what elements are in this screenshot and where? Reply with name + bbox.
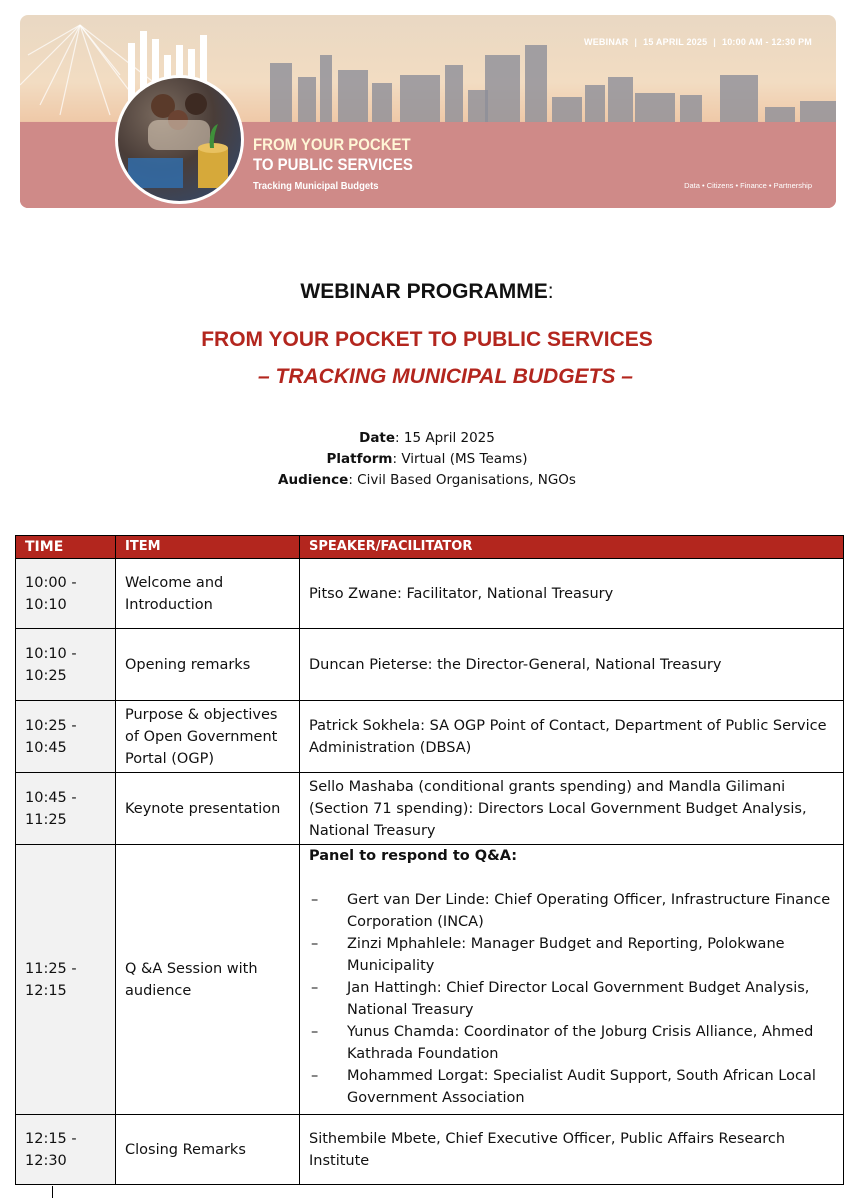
table-row	[16, 559, 844, 629]
audience-value: : Civil Based Organisations, NGOs	[348, 472, 576, 488]
panel-member: Gert van Der Linde: Chief Operating Officer, Infrastructure Finance Corporation (INCA)	[347, 892, 831, 930]
header-time: TIME	[16, 536, 116, 559]
table-row	[16, 845, 844, 1115]
audience-line	[0, 470, 854, 491]
table-row	[16, 701, 844, 773]
row-time: 10:00 - 10:10	[16, 559, 116, 629]
dash-bullet: –	[311, 1024, 319, 1040]
text-cursor	[52, 1186, 53, 1198]
row-speaker: Patrick Sokhela: SA OGP Point of Contact, Department of Public Service Administration (DBSA)	[300, 701, 844, 773]
event-subtitle: – TRACKING MUNICIPAL BUDGETS –	[258, 365, 633, 388]
banner-title-line1: FROM YOUR POCKET	[253, 135, 411, 154]
header-banner	[20, 15, 836, 208]
banner-meta-time: 10:00 AM - 12:30 PM	[722, 37, 812, 47]
row-speaker: Sithembile Mbete, Chief Executive Officer, Public Affairs Research Institute	[300, 1115, 844, 1185]
programme-table	[15, 535, 844, 1185]
row-speaker	[300, 845, 844, 1115]
banner-title	[253, 135, 413, 175]
page-title-colon: :	[547, 280, 554, 303]
panel-member: Jan Hattingh: Chief Director Local Government Budget Analysis, National Treasury	[347, 980, 810, 1018]
list-item	[309, 1065, 834, 1109]
platform-line	[0, 449, 854, 470]
dash-bullet: –	[311, 980, 319, 996]
dash-bullet: –	[311, 1068, 319, 1084]
panel-heading: Panel to respond to Q&A:	[309, 848, 518, 864]
banner-meta-date: 15 APRIL 2025	[643, 37, 708, 47]
row-time: 10:10 - 10:25	[16, 629, 116, 701]
date-line	[0, 428, 854, 449]
list-item	[309, 1021, 834, 1065]
row-item: Purpose & objectives of Open Government Portal (OGP)	[116, 701, 300, 773]
date-label: Date	[359, 430, 396, 446]
row-item: Closing Remarks	[116, 1115, 300, 1185]
banner-meta-type: WEBINAR	[584, 37, 629, 47]
row-item: Q &A Session with audience	[116, 845, 300, 1115]
table-header-row	[16, 536, 844, 559]
list-item	[309, 977, 834, 1021]
page-title	[0, 280, 854, 304]
row-speaker: Sello Mashaba (conditional grants spending) and Mandla Gilimani (Section 71 spending): Directors Local Government Budget Analysis, National Treasury	[300, 773, 844, 845]
dash-bullet: –	[311, 936, 319, 952]
row-item: Keynote presentation	[116, 773, 300, 845]
header-speaker: SPEAKER/FACILITATOR	[300, 536, 844, 559]
banner-meta: WEBINAR | 15 APRIL 2025 | 10:00 AM - 12:30 PM	[584, 37, 812, 47]
dash-bullet: –	[311, 892, 319, 908]
banner-subtitle: Tracking Municipal Budgets	[253, 180, 379, 192]
row-speaker: Duncan Pieterse: the Director-General, National Treasury	[300, 629, 844, 701]
page-title-text: WEBINAR PROGRAMME	[300, 280, 548, 303]
row-time: 10:45 - 11:25	[16, 773, 116, 845]
list-item	[309, 933, 834, 977]
platform-label: Platform	[326, 451, 393, 467]
panel-member: Mohammed Lorgat: Specialist Audit Support, South African Local Government Association	[347, 1068, 816, 1106]
row-speaker: Pitso Zwane: Facilitator, National Treasury	[300, 559, 844, 629]
row-item: Opening remarks	[116, 629, 300, 701]
event-details	[0, 428, 854, 491]
date-value: : 15 April 2025	[395, 430, 495, 446]
banner-title-line2: TO PUBLIC SERVICES	[253, 155, 413, 174]
audience-label: Audience	[278, 472, 349, 488]
panel-member: Yunus Chamda: Coordinator of the Joburg Crisis Alliance, Ahmed Kathrada Foundation	[347, 1024, 814, 1062]
row-time: 12:15 - 12:30	[16, 1115, 116, 1185]
header-item: ITEM	[116, 536, 300, 559]
table-row	[16, 773, 844, 845]
webinar-photo-graphic	[115, 75, 244, 204]
row-time: 10:25 - 10:45	[16, 701, 116, 773]
table-row	[16, 1115, 844, 1185]
row-item: Welcome and Introduction	[116, 559, 300, 629]
platform-value: : Virtual (MS Teams)	[392, 451, 528, 467]
panel-list	[309, 889, 834, 1109]
list-item	[309, 889, 834, 933]
table-row	[16, 629, 844, 701]
row-time: 11:25 - 12:15	[16, 845, 116, 1115]
banner-tags: Data • Citizens • Finance • Partnership	[684, 181, 812, 190]
event-title: FROM YOUR POCKET TO PUBLIC SERVICES	[201, 328, 653, 351]
panel-member: Zinzi Mphahlele: Manager Budget and Reporting, Polokwane Municipality	[347, 936, 785, 974]
